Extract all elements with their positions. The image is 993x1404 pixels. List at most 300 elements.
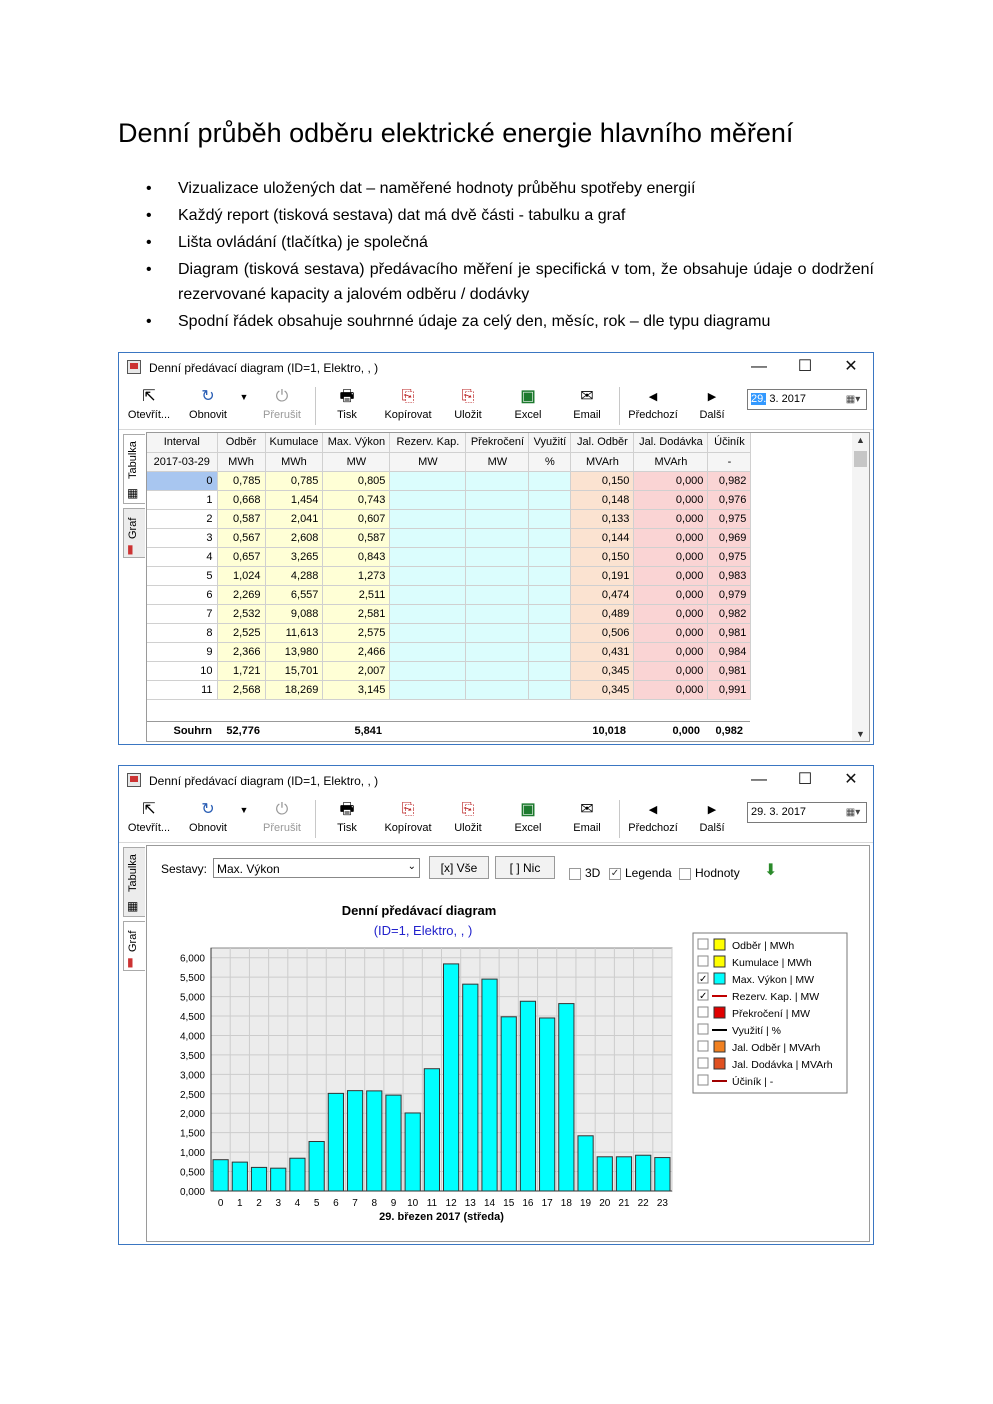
table-cell[interactable]: 2,269 bbox=[217, 585, 265, 604]
table-cell[interactable]: 9 bbox=[147, 642, 217, 661]
calendar-icon[interactable]: ▦▾ bbox=[845, 394, 861, 405]
refresh-dropdown[interactable] bbox=[237, 387, 251, 407]
app-icon bbox=[127, 360, 141, 374]
table-cell[interactable]: 13,980 bbox=[265, 642, 323, 661]
table-cell[interactable] bbox=[466, 471, 529, 490]
table-cell[interactable] bbox=[529, 509, 571, 528]
x-tick-label: 4 bbox=[294, 1198, 301, 1209]
table-row[interactable] bbox=[147, 528, 751, 547]
table-cell[interactable]: 0,991 bbox=[708, 680, 751, 699]
table-cell[interactable]: 0,150 bbox=[571, 547, 634, 566]
date-value[interactable]: 29. 3. 2017 bbox=[751, 806, 807, 818]
table-cell[interactable]: 0,000 bbox=[634, 585, 708, 604]
data-table bbox=[147, 433, 751, 700]
legend-label: Max. Výkon | MW bbox=[732, 974, 815, 986]
bullet-item: • Lišta ovládání (tlačítka) je společná bbox=[118, 230, 874, 255]
table-cell[interactable]: 0,474 bbox=[571, 585, 634, 604]
table-cell[interactable] bbox=[529, 680, 571, 699]
vertical-scrollbar[interactable] bbox=[852, 433, 869, 741]
table-row[interactable] bbox=[147, 547, 751, 566]
legend-checkbox bbox=[698, 1058, 708, 1068]
table-cell[interactable]: 0,133 bbox=[571, 509, 634, 528]
select-none-button[interactable]: [ ] Nic bbox=[495, 856, 555, 879]
table-cell[interactable]: 0,345 bbox=[571, 661, 634, 680]
date-picker[interactable] bbox=[747, 802, 867, 823]
column-header[interactable]: Kumulace bbox=[265, 433, 323, 452]
bar-chart-icon: ▮ bbox=[127, 542, 134, 556]
table-cell[interactable]: 0,983 bbox=[708, 566, 751, 585]
table-cell[interactable]: 0,975 bbox=[708, 509, 751, 528]
table-cell[interactable]: 2,608 bbox=[265, 528, 323, 547]
table-cell[interactable] bbox=[529, 471, 571, 490]
refresh-button[interactable] bbox=[185, 800, 231, 834]
y-tick-label: 5,000 bbox=[179, 992, 205, 1004]
table-cell[interactable]: 2,041 bbox=[265, 509, 323, 528]
excel-button[interactable] bbox=[509, 800, 547, 834]
table-cell[interactable] bbox=[529, 661, 571, 680]
save-button[interactable] bbox=[449, 387, 487, 421]
table-cell[interactable] bbox=[390, 642, 466, 661]
table-cell[interactable]: 0,000 bbox=[634, 490, 708, 509]
bar bbox=[367, 1091, 382, 1191]
check-icon: ✓ bbox=[699, 991, 708, 1002]
table-cell[interactable]: 6,557 bbox=[265, 585, 323, 604]
refresh-dropdown[interactable] bbox=[237, 800, 251, 820]
table-cell[interactable] bbox=[529, 642, 571, 661]
x-tick-label: 22 bbox=[637, 1198, 649, 1209]
table-row[interactable] bbox=[147, 604, 751, 623]
column-header[interactable]: Max. Výkon bbox=[323, 433, 390, 452]
table-cell[interactable] bbox=[390, 585, 466, 604]
table-cell[interactable] bbox=[466, 604, 529, 623]
print-label: Tisk bbox=[337, 822, 357, 834]
table-cell[interactable]: 0,150 bbox=[571, 471, 634, 490]
title-bar bbox=[119, 353, 873, 383]
scroll-up-icon[interactable]: ▲ bbox=[856, 435, 865, 445]
download-arrow-icon[interactable]: ⬇ bbox=[764, 862, 778, 879]
table-row[interactable] bbox=[147, 661, 751, 680]
excel-icon: ▣ bbox=[520, 388, 536, 405]
copy-button[interactable] bbox=[381, 800, 435, 834]
bullet-item: • Vizualizace uložených dat – naměřené hodnoty průběhu spotřeby energií bbox=[118, 176, 874, 201]
bar bbox=[655, 1158, 670, 1191]
column-header[interactable]: Rezerv. Kap. bbox=[390, 433, 466, 452]
toolbar-separator bbox=[619, 800, 620, 838]
table-cell[interactable] bbox=[390, 547, 466, 566]
table-cell[interactable]: 0,000 bbox=[634, 566, 708, 585]
table-cell[interactable] bbox=[466, 585, 529, 604]
table-cell[interactable]: 0,607 bbox=[323, 509, 390, 528]
tab-graph-label: Graf bbox=[127, 517, 139, 539]
table-cell[interactable]: 7 bbox=[147, 604, 217, 623]
table-cell[interactable]: 0,785 bbox=[265, 471, 323, 490]
legend-checkbox bbox=[698, 1007, 708, 1017]
column-header[interactable]: Účiník bbox=[708, 433, 751, 452]
x-tick-label: 11 bbox=[426, 1198, 438, 1209]
column-header[interactable]: Překročení bbox=[466, 433, 529, 452]
table-cell[interactable]: 8 bbox=[147, 623, 217, 642]
date-day[interactable]: 29. bbox=[751, 393, 767, 405]
bar bbox=[232, 1162, 247, 1191]
minimize-button[interactable]: — bbox=[751, 771, 767, 788]
summary-cell: 10,018 bbox=[592, 725, 626, 737]
calendar-icon[interactable]: ▦▾ bbox=[845, 807, 861, 818]
y-tick-label: 1,500 bbox=[179, 1128, 205, 1140]
table-cell[interactable] bbox=[529, 604, 571, 623]
next-label: Další bbox=[699, 409, 725, 421]
x-tick-label: 18 bbox=[560, 1198, 572, 1209]
table-cell[interactable]: 1,454 bbox=[265, 490, 323, 509]
y-tick-label: 2,000 bbox=[179, 1109, 205, 1121]
table-cell[interactable] bbox=[529, 490, 571, 509]
x-tick-label: 19 bbox=[580, 1198, 592, 1209]
table-cell[interactable] bbox=[390, 623, 466, 642]
y-tick-label: 4,000 bbox=[179, 1031, 205, 1043]
app-icon bbox=[127, 773, 141, 787]
table-cell[interactable]: 11 bbox=[147, 680, 217, 699]
print-label: Tisk bbox=[337, 409, 357, 421]
x-axis-label: 29. březen 2017 (středa) bbox=[379, 1211, 504, 1223]
table-cell[interactable]: 0,981 bbox=[708, 661, 751, 680]
table-cell[interactable]: 0,000 bbox=[634, 528, 708, 547]
stop-icon: ⏻ bbox=[275, 388, 289, 405]
toolbar-separator bbox=[315, 800, 316, 838]
maximize-button[interactable]: ☐ bbox=[797, 358, 813, 375]
table-cell[interactable]: 0,969 bbox=[708, 528, 751, 547]
scroll-thumb[interactable] bbox=[854, 451, 867, 467]
table-cell[interactable]: 0,587 bbox=[217, 509, 265, 528]
email-button[interactable] bbox=[569, 800, 605, 834]
table-row[interactable] bbox=[147, 566, 751, 585]
table-cell[interactable]: 0,805 bbox=[323, 471, 390, 490]
x-tick-label: 0 bbox=[217, 1198, 224, 1209]
table-cell[interactable]: 0,431 bbox=[571, 642, 634, 661]
stop-label: Přerušit bbox=[263, 822, 301, 834]
previous-button[interactable] bbox=[627, 387, 679, 421]
x-tick-label: 6 bbox=[333, 1198, 339, 1209]
bar bbox=[540, 1018, 555, 1191]
table-cell[interactable]: 0,148 bbox=[571, 490, 634, 509]
bar bbox=[597, 1157, 612, 1191]
column-header[interactable]: Jal. Dodávka bbox=[634, 433, 708, 452]
excel-button[interactable] bbox=[509, 387, 547, 421]
dropdown-arrow-icon: ▼ bbox=[239, 392, 249, 402]
summary-cell: Souhrn bbox=[173, 725, 212, 737]
minimize-button[interactable]: — bbox=[751, 358, 767, 375]
close-button[interactable]: ✕ bbox=[844, 771, 858, 788]
stop-button[interactable] bbox=[259, 387, 305, 421]
table-row[interactable] bbox=[147, 623, 751, 642]
table-cell[interactable]: 5 bbox=[147, 566, 217, 585]
table-cell[interactable]: 0 bbox=[147, 471, 217, 490]
table-cell[interactable] bbox=[466, 509, 529, 528]
table-cell[interactable]: 0,000 bbox=[634, 680, 708, 699]
table-cell[interactable]: 0,657 bbox=[217, 547, 265, 566]
table-cell[interactable]: 4,288 bbox=[265, 566, 323, 585]
bullet-item: • Spodní řádek obsahuje souhrnné údaje za celý den, měsíc, rok – dle typu diagramu bbox=[118, 309, 874, 334]
y-tick-label: 3,500 bbox=[179, 1050, 205, 1062]
table-cell[interactable] bbox=[390, 661, 466, 680]
date-picker[interactable] bbox=[747, 389, 867, 410]
copy-label: Kopírovat bbox=[384, 409, 432, 421]
table-cell[interactable] bbox=[529, 623, 571, 642]
previous-button[interactable] bbox=[627, 800, 679, 834]
legend-label: Kumulace | MWh bbox=[732, 957, 812, 969]
table-cell[interactable]: 0,982 bbox=[708, 471, 751, 490]
dropdown-arrow-icon: ▼ bbox=[239, 805, 249, 815]
column-header[interactable]: Jal. Odběr bbox=[571, 433, 634, 452]
copy-label: Kopírovat bbox=[384, 822, 432, 834]
summary-cell: 52,776 bbox=[226, 725, 260, 737]
table-cell[interactable]: 0,191 bbox=[571, 566, 634, 585]
x-tick-label: 23 bbox=[656, 1198, 668, 1209]
summary-cell: 0,982 bbox=[715, 725, 743, 737]
table-row[interactable] bbox=[147, 680, 751, 699]
table-cell[interactable]: 0,000 bbox=[634, 604, 708, 623]
open-button[interactable] bbox=[123, 387, 175, 421]
tab-table-label: Tabulka bbox=[127, 441, 139, 479]
x-tick-label: 10 bbox=[407, 1198, 419, 1209]
table-cell[interactable] bbox=[529, 585, 571, 604]
print-button[interactable] bbox=[327, 800, 367, 834]
excel-label: Excel bbox=[514, 822, 542, 834]
option-values-label: Hodnoty bbox=[695, 866, 740, 880]
unit-cell: MW bbox=[323, 452, 390, 471]
bar bbox=[309, 1142, 324, 1191]
unit-cell: MVArh bbox=[634, 452, 708, 471]
summary-cell: 5,841 bbox=[354, 725, 382, 737]
window-body bbox=[119, 430, 873, 744]
unit-cell: 2017-03-29 bbox=[147, 452, 217, 471]
table-cell[interactable] bbox=[390, 471, 466, 490]
unit-cell: MVArh bbox=[571, 452, 634, 471]
table-cell[interactable]: 15,701 bbox=[265, 661, 323, 680]
table-cell[interactable]: 2,366 bbox=[217, 642, 265, 661]
legend-swatch bbox=[714, 1041, 725, 1052]
column-header[interactable]: Využití bbox=[529, 433, 571, 452]
email-icon: ✉ bbox=[580, 801, 594, 818]
table-cell[interactable]: 6 bbox=[147, 585, 217, 604]
table-row[interactable] bbox=[147, 490, 751, 509]
x-tick-label: 12 bbox=[445, 1198, 457, 1209]
legend-label: Rezerv. Kap. | MW bbox=[732, 991, 820, 1003]
chevron-down-icon: ⌄ bbox=[407, 861, 416, 872]
bar bbox=[520, 1001, 535, 1191]
table-cell[interactable] bbox=[466, 490, 529, 509]
tab-table[interactable] bbox=[123, 434, 145, 504]
maximize-button[interactable]: ☐ bbox=[797, 771, 813, 788]
table-cell[interactable] bbox=[466, 661, 529, 680]
table-cell[interactable]: 0,843 bbox=[323, 547, 390, 566]
table-cell[interactable]: 0,000 bbox=[634, 623, 708, 642]
table-cell[interactable]: 2,007 bbox=[323, 661, 390, 680]
x-tick-label: 13 bbox=[464, 1198, 476, 1209]
table-cell[interactable]: 3 bbox=[147, 528, 217, 547]
legend-swatch bbox=[714, 1007, 725, 1018]
table-cell[interactable]: 1 bbox=[147, 490, 217, 509]
scroll-down-icon[interactable]: ▼ bbox=[856, 729, 865, 739]
table-cell[interactable]: 2,532 bbox=[217, 604, 265, 623]
table-cell[interactable]: 2,511 bbox=[323, 585, 390, 604]
legend-checkbox bbox=[698, 1041, 708, 1051]
table-cell[interactable]: 11,613 bbox=[265, 623, 323, 642]
table-cell[interactable] bbox=[390, 604, 466, 623]
table-cell[interactable] bbox=[390, 490, 466, 509]
table-cell[interactable] bbox=[466, 623, 529, 642]
table-cell[interactable]: 0,982 bbox=[708, 604, 751, 623]
table-cell[interactable]: 2,568 bbox=[217, 680, 265, 699]
bar bbox=[482, 979, 497, 1191]
table-cell[interactable]: 1,024 bbox=[217, 566, 265, 585]
table-cell[interactable]: 18,269 bbox=[265, 680, 323, 699]
table-cell[interactable] bbox=[466, 547, 529, 566]
page-title: Denní průběh odběru elektrické energie hlavního měření bbox=[118, 118, 794, 148]
y-tick-label: 0,500 bbox=[179, 1167, 205, 1179]
x-tick-label: 5 bbox=[313, 1198, 320, 1209]
select-all-button[interactable]: [x] Vše bbox=[429, 856, 489, 879]
save-button[interactable] bbox=[449, 800, 487, 834]
table-cell[interactable]: 2,466 bbox=[323, 642, 390, 661]
table-cell[interactable] bbox=[466, 528, 529, 547]
table-cell[interactable] bbox=[529, 547, 571, 566]
bar bbox=[559, 1004, 574, 1191]
table-cell[interactable] bbox=[466, 566, 529, 585]
table-cell[interactable]: 4 bbox=[147, 547, 217, 566]
x-tick-label: 8 bbox=[371, 1198, 378, 1209]
next-button[interactable] bbox=[697, 387, 727, 421]
open-button[interactable] bbox=[123, 800, 175, 834]
excel-icon: ▣ bbox=[520, 801, 536, 818]
y-tick-label: 2,500 bbox=[179, 1089, 205, 1101]
legend-label: Odběr | MWh bbox=[732, 940, 795, 952]
legend-checkbox bbox=[698, 956, 708, 966]
excel-label: Excel bbox=[514, 409, 542, 421]
next-button[interactable] bbox=[697, 800, 727, 834]
table-cell[interactable]: 0,567 bbox=[217, 528, 265, 547]
table-cell[interactable]: 9,088 bbox=[265, 604, 323, 623]
bar bbox=[501, 1017, 516, 1191]
table-cell[interactable]: 0,668 bbox=[217, 490, 265, 509]
header-row bbox=[147, 433, 751, 452]
arrow-right-icon: ▶ bbox=[707, 391, 717, 403]
table-cell[interactable]: 3,145 bbox=[323, 680, 390, 699]
table-cell[interactable]: 2,581 bbox=[323, 604, 390, 623]
copy-button[interactable] bbox=[381, 387, 435, 421]
bullet-item: • Diagram (tisková sestava) předávacího měření je specifická v tom, že obsahuje údaje o dodržení rezervované kapacity a jalovém odběru / dodávky bbox=[118, 257, 874, 307]
table-cell[interactable]: 0,000 bbox=[634, 471, 708, 490]
table-cell[interactable]: 0,984 bbox=[708, 642, 751, 661]
table-cell[interactable]: 0,144 bbox=[571, 528, 634, 547]
table-row[interactable] bbox=[147, 585, 751, 604]
printer-icon: 🖶 bbox=[339, 801, 355, 818]
bar bbox=[578, 1136, 593, 1191]
table-cell[interactable]: 0,975 bbox=[708, 547, 751, 566]
refresh-label: Obnovit bbox=[189, 822, 227, 834]
side-tabs bbox=[123, 845, 147, 1242]
tab-graph[interactable] bbox=[123, 921, 145, 971]
table-cell[interactable]: 0,979 bbox=[708, 585, 751, 604]
date-rest: 3. 2017 bbox=[766, 393, 807, 405]
table-cell[interactable]: 2,575 bbox=[323, 623, 390, 642]
table-cell[interactable]: 1,721 bbox=[217, 661, 265, 680]
table-cell[interactable] bbox=[466, 680, 529, 699]
x-tick-label: 2 bbox=[256, 1198, 262, 1209]
table-cell[interactable] bbox=[529, 528, 571, 547]
bar bbox=[290, 1158, 305, 1191]
table-row[interactable] bbox=[147, 642, 751, 661]
table-cell[interactable]: 0,506 bbox=[571, 623, 634, 642]
table-cell[interactable]: 0,000 bbox=[634, 642, 708, 661]
table-cell[interactable] bbox=[390, 509, 466, 528]
table-cell[interactable]: 2,525 bbox=[217, 623, 265, 642]
table-cell[interactable] bbox=[390, 528, 466, 547]
table-cell[interactable]: 0,976 bbox=[708, 490, 751, 509]
bar bbox=[347, 1091, 362, 1191]
printer-icon: 🖶 bbox=[339, 388, 355, 405]
bar bbox=[251, 1167, 266, 1191]
side-tabs bbox=[123, 432, 147, 742]
table-cell[interactable] bbox=[466, 642, 529, 661]
x-tick-label: 17 bbox=[541, 1198, 553, 1209]
open-label: Otevřít... bbox=[127, 822, 171, 834]
print-button[interactable] bbox=[327, 387, 367, 421]
tab-graph[interactable] bbox=[123, 508, 145, 558]
x-tick-label: 20 bbox=[599, 1198, 611, 1209]
table-cell[interactable]: 0,587 bbox=[323, 528, 390, 547]
y-tick-label: 4,500 bbox=[179, 1012, 205, 1024]
table-cell[interactable]: 0,000 bbox=[634, 509, 708, 528]
table-cell[interactable] bbox=[529, 566, 571, 585]
table-row[interactable] bbox=[147, 509, 751, 528]
table-cell[interactable]: 0,785 bbox=[217, 471, 265, 490]
table-cell[interactable]: 3,265 bbox=[265, 547, 323, 566]
table-row[interactable] bbox=[147, 471, 751, 490]
email-button[interactable] bbox=[569, 387, 605, 421]
legend-checkbox bbox=[698, 939, 708, 949]
table-cell[interactable]: 10 bbox=[147, 661, 217, 680]
tab-table[interactable] bbox=[123, 847, 145, 917]
bullet-item: • Každý report (tisková sestava) dat má dvě části - tabulku a graf bbox=[118, 203, 874, 228]
window-title: Denní předávací diagram (ID=1, Elektro, , ) bbox=[149, 361, 379, 375]
arrow-left-icon: ◀ bbox=[648, 804, 658, 816]
table-cell[interactable] bbox=[390, 566, 466, 585]
y-tick-label: 1,000 bbox=[179, 1148, 205, 1160]
column-header[interactable]: Interval bbox=[147, 433, 217, 452]
refresh-button[interactable] bbox=[185, 387, 231, 421]
table-cell[interactable]: 0,345 bbox=[571, 680, 634, 699]
table-cell[interactable]: 0,000 bbox=[634, 547, 708, 566]
unit-cell: - bbox=[708, 452, 751, 471]
table-cell[interactable]: 0,489 bbox=[571, 604, 634, 623]
previous-label: Předchozí bbox=[628, 409, 678, 421]
close-button[interactable]: ✕ bbox=[844, 358, 858, 375]
external-link-icon: ⇱ bbox=[142, 388, 156, 405]
stop-button[interactable] bbox=[259, 800, 305, 834]
sets-label: Sestavy: bbox=[161, 862, 208, 876]
open-label: Otevřít... bbox=[127, 409, 171, 421]
table-cell[interactable]: 1,273 bbox=[323, 566, 390, 585]
table-cell[interactable]: 2 bbox=[147, 509, 217, 528]
table-cell[interactable] bbox=[390, 680, 466, 699]
bar-chart-icon: ▮ bbox=[127, 955, 134, 969]
column-header[interactable]: Odběr bbox=[217, 433, 265, 452]
legend-label: Jal. Odběr | MVArh bbox=[732, 1042, 821, 1054]
bar bbox=[213, 1160, 228, 1191]
table-cell[interactable]: 0,981 bbox=[708, 623, 751, 642]
table-cell[interactable]: 0,000 bbox=[634, 661, 708, 680]
table-cell[interactable]: 0,743 bbox=[323, 490, 390, 509]
x-tick-label: 15 bbox=[503, 1198, 515, 1209]
